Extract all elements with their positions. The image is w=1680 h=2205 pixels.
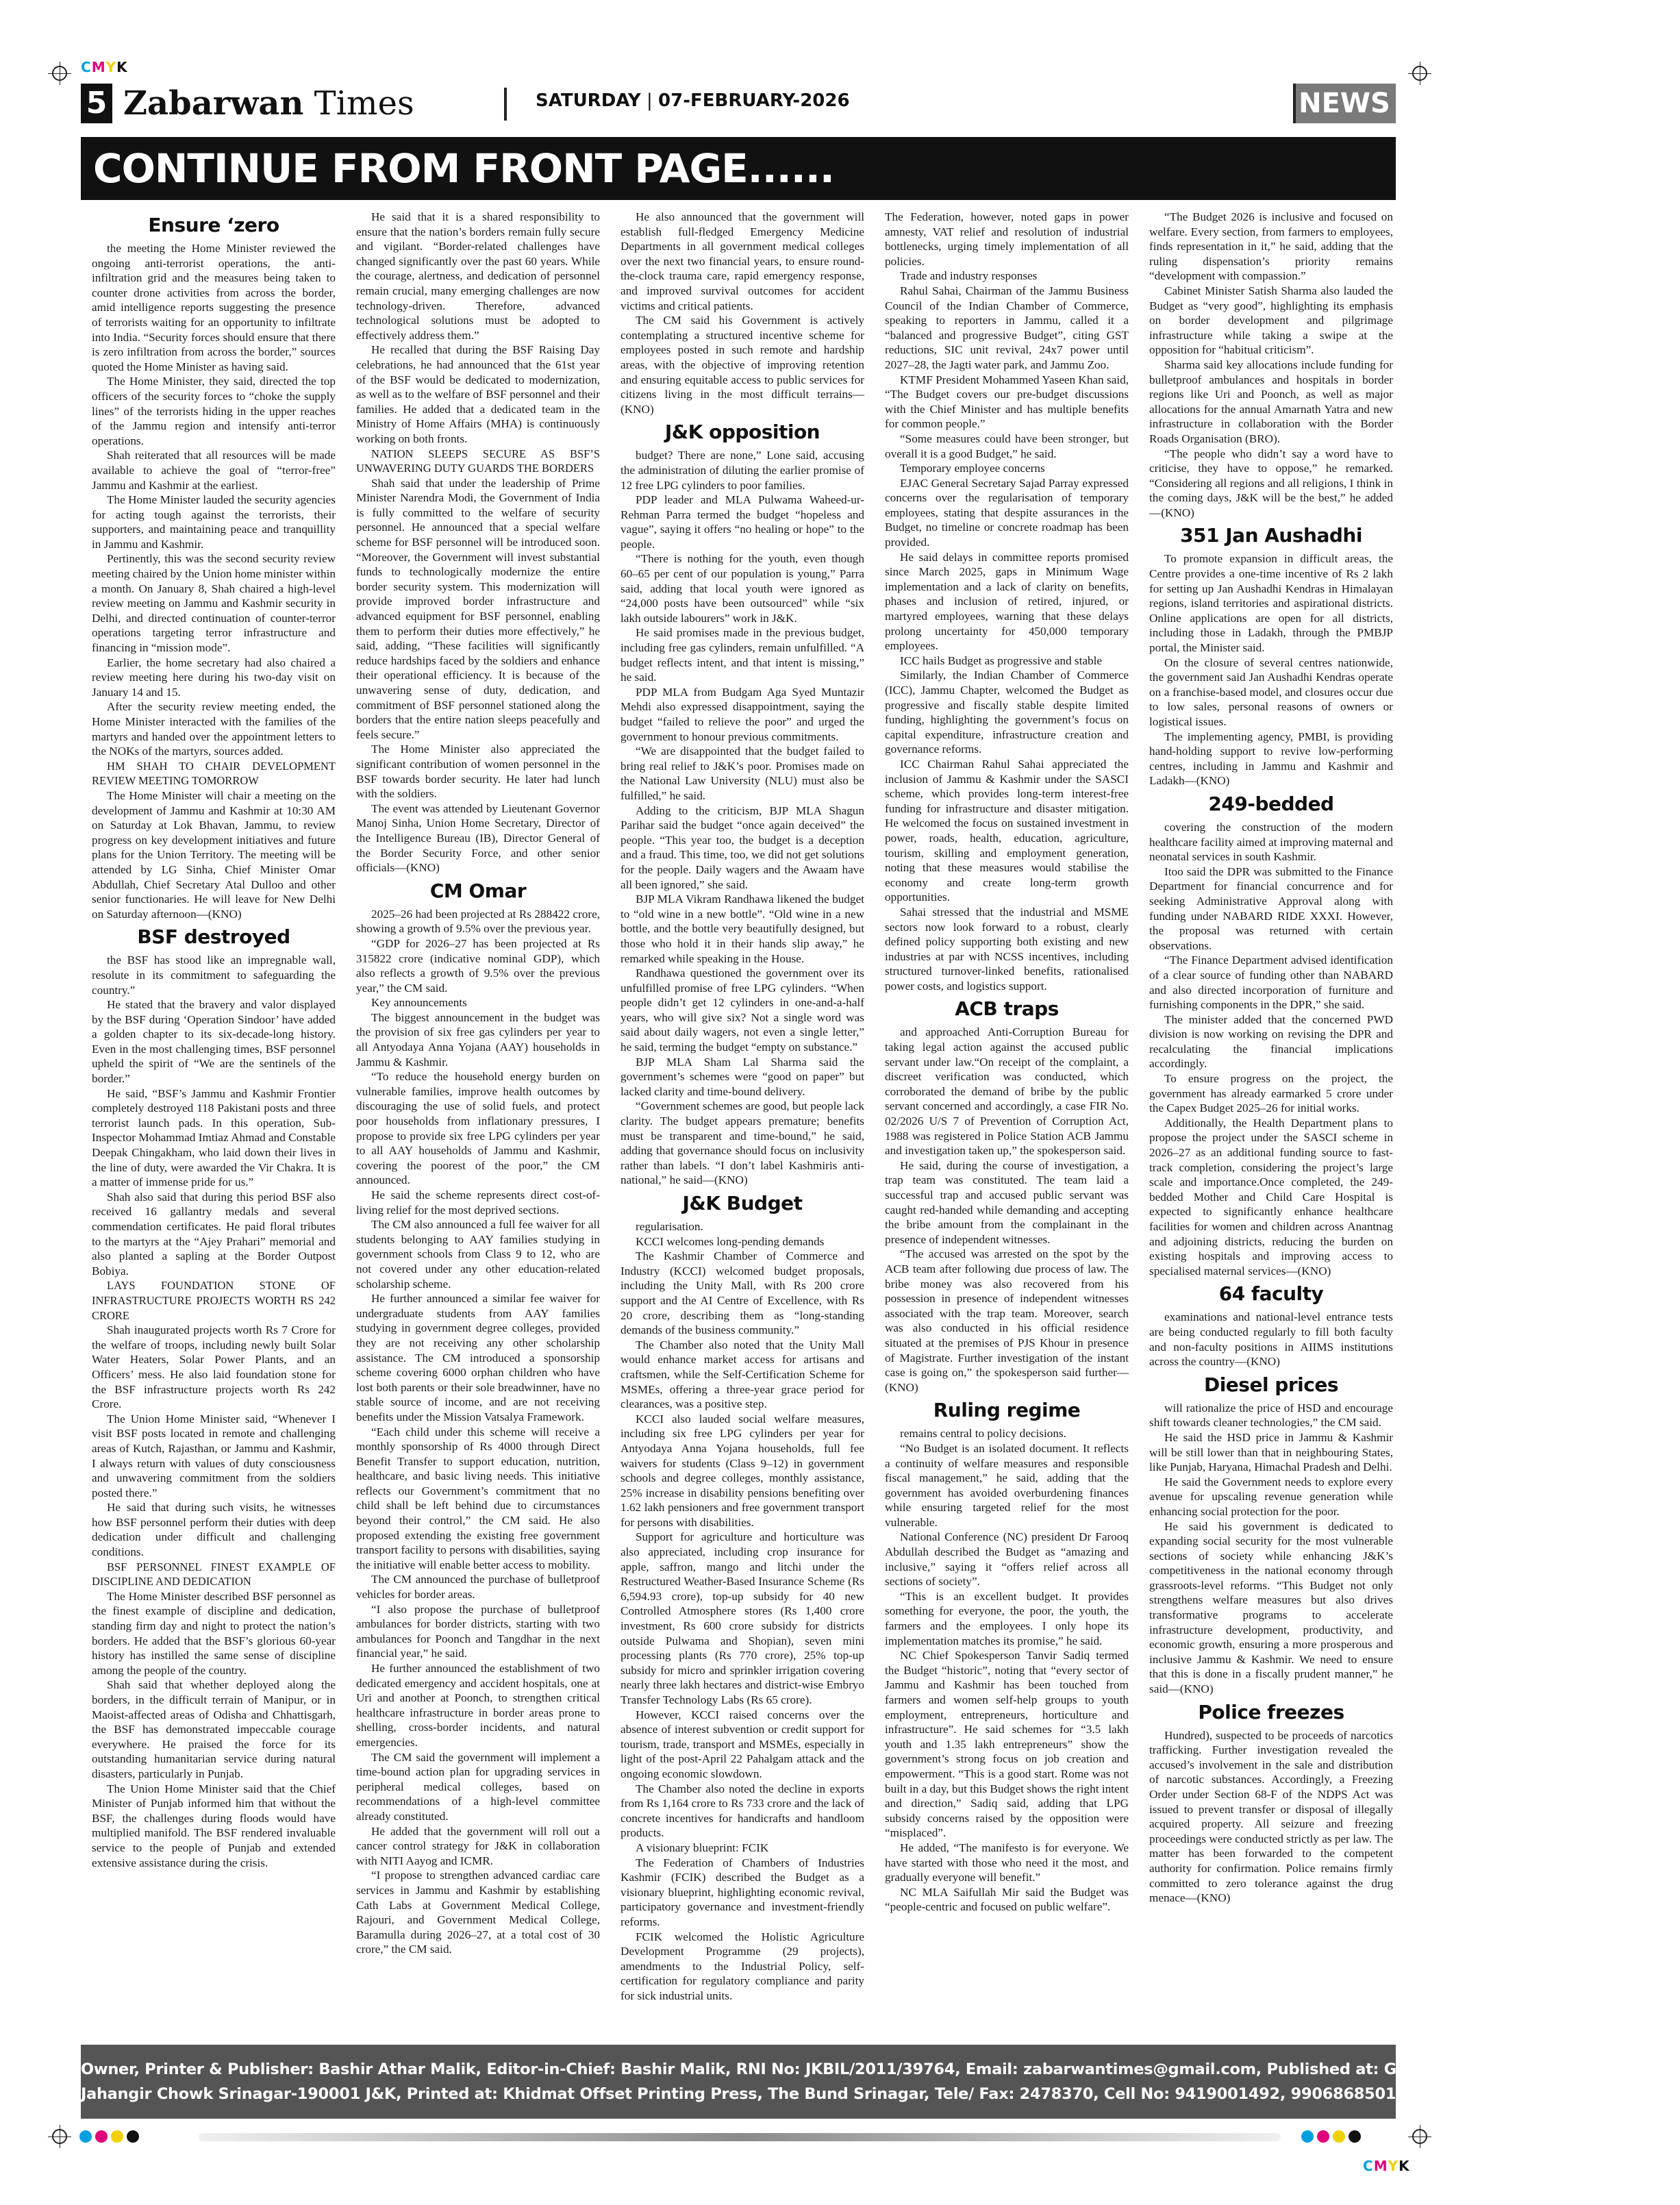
gray-scale-bar [199,2133,1281,2141]
subheading: BSF PERSONNEL FINEST EXAMPLE OF DISCIPLINE AND DEDICATION [92,1560,336,1589]
paragraph: “This is an excellent budget. It provides something for everyone, the poor, the youth, the farmers and the employees. I only hope its implementation matches its promise,” he said. [885,1589,1129,1647]
paragraph: Rahul Sahai, Chairman of the Jammu Business Council of the Indian Chamber of Commerce, speaking to reporters in Jammu, called it a “balanced and progressive Budget”, citing GST reductions, SIC unit revival, 24x7 power until 2027–28, the Jagti water park, and Jammu Zoo. [885,284,1129,371]
paragraph: Adding to the criticism, BJP MLA Shagun Parihar said the budget “once again deceived” the people. “This year too, the budget is a deception and a fraud. This time, too, we did not get solutions for the people. Daily wagers and the Awaam have all been ignored,” she said. [620,803,864,891]
paragraph: The Home Minister will chair a meeting on the development of Jammu and Kashmir at 10:30 AM on Saturday at Lok Bhavan, Jammu, to review progress on key development initiatives and future plans for the Union Territory. The meeting will be attended by LG Sinha, Chief Minister Omar Abdullah, Chief Secretary Atal Dulloo and other senior functionaries. He will leave for New Delhi on Saturday afternoon—(KNO) [92,788,336,921]
paragraph: He said that it is a shared responsibility to ensure that the nation’s borders remain fully secure and vigilant. “Border-related challenges have changed significantly over the past 60 years. While the courage, alertness, and dedication of personnel remain crucial, many emerging challenges are now technology-driven. Therefore, advanced technological solutions must be adopted to effectively address them.” [356,210,600,342]
paragraph: “The Finance Department advised identification of a clear source of funding other than NABARD and also directed incorporation of furniture and furnishing components in the DPR,” she said. [1149,954,1393,1012]
imprint-line-2: Jahangir Chowk Srinagar-190001 J&K, Printed at: Khidmat Offset Printing Press, The Bund Srinagar, Tele/ Fax: 2478370, Cell No: 9419001492, 9906868501 [81,2085,1396,2103]
paragraph: The Home Minister lauded the security agencies for acting tough against the terrorists, their supporters, and maintaining peace and tranquillity in Jammu and Kashmir. [92,493,336,551]
paragraph: Temporary employee concerns [900,462,1045,475]
column-1 [92,210,336,2004]
headline: Ruling regime [933,1399,1081,1422]
paragraph: “To reduce the household energy burden on vulnerable families, improve health outcomes by discouraging the use of solid fuels, and protect poor households from inflationary pressures, I propose to provide six free LPG cylinders per year to all AAY households of Jammu and Kashmir, covering the poorest of the poor,” the CM announced. [356,1070,600,1187]
paragraph: The Home Minister, they said, directed the top officers of the security forces to “choke the supply lines” of the terrorists hiding in the upper reaches of the Jammu region and intensify anti-terror operations. [92,375,336,447]
color-bar-right [1301,2130,1364,2146]
paragraph: will rationalize the price of HSD and encourage shift towards cleaner technologies,” the CM said. [1149,1401,1393,1430]
paragraph: Earlier, the home secretary had also chaired a review meeting here during his two-day visit on January 14 and 15. [92,656,336,699]
paragraph: He said that during such visits, he witnesses how BSF personnel perform their duties with deep dedication under difficult and challenging conditions. [92,1501,336,1559]
paragraph: EJAC General Secretary Sajad Parray expressed concerns over the regularisation of temporary employees, stating that despite assurances in the Budget, no timeline or concrete roadmap has been provided. [885,476,1129,549]
paragraph: The Home Minister described BSF personnel as the finest example of discipline and dedication, standing firm day and night to protect the nation’s borders. He added that the BSF’s glorious 60-year history has instilled the same sense of discipline among the people of the country. [92,1589,336,1677]
paragraph: He stated that the bravery and valor displayed by the BSF during ‘Operation Sindoor’ have added a golden chapter to its six-decade-long history. Even in the most challenging times, BSF personnel upheld the spirit of “We are the sentinels of the border.” [92,998,336,1086]
paragraph: KCCI also lauded social welfare measures, including six free LPG cylinders per year for Antyodaya Anna Yojana households, full fee waivers for students (Class 9–12) in government schools and degree colleges, monthly assistance, 25% increase in disability pensions benefiting over 1.62 lakh pensioners and free government transport for persons with disabilities. [620,1412,864,1529]
paragraph: He also announced that the government will establish full-fledged Emergency Medicine Departments in all government medical colleges over the next two financial years, to ensure round-the-clock trauma care, rapid emergency response, and improved survival outcomes for accident victims and critical patients. [620,210,864,312]
paragraph: KCCI welcomes long-pending demands [636,1234,825,1248]
paragraph: The Union Home Minister said, “Whenever I visit BSF posts located in remote and challenging areas of Kutch, Rajasthan, or Jammu and Kashmir, I always return with values of duty consciousness and unwavering commitment from the soldiers posted there.” [92,1412,336,1499]
paragraph: He said his government is dedicated to expanding social security for the most vulnerable sections of society while enhancing J&K’s competitiveness in the national economy through grassroots-level reforms. “This Budget not only strengthens welfare measures but also drives transformative programs to accelerate infrastructure development, productivity, and economic growth, ensuring a more prosperous and inclusive Jammu & Kashmir. We need to ensure that this is done in a fiscally prudent manner,” he said—(KNO) [1149,1519,1393,1696]
paragraph: budget? There are none,” Lone said, accusing the administration of diluting the earlier promise of 12 free LPG cylinders to poor families. [620,449,864,492]
registration-mark-top-left [52,66,67,81]
headline: J&K Budget [682,1192,803,1214]
page-banner: CONTINUE FROM FRONT PAGE...... [81,137,1396,200]
paragraph: The event was attended by Lieutenant Governor Manoj Sinha, Union Home Secretary, Director of the Intelligence Bureau (IB), Director General of the Border Security Force, and other senior officials—(KNO) [356,801,600,875]
paragraph: Additionally, the Health Department plans to propose the project under the SASCI scheme in 2026–27 as an additional funding source to fast-track completion, considering the project’s large scale and importance.Once completed, the 249-bedded Mother and Child Care Hospital is expected to significantly enhance healthcare facilities for women and children across Anantnag and adjoining districts, reducing the burden on existing hospitals and improving access to specialised maternal services—(KNO) [1149,1116,1393,1278]
column-4 [885,210,1129,2004]
paragraph: The Federation of Chambers of Industries Kashmir (FCIK) described the Budget as a visionary blueprint, highlighting economic revival, participatory governance and investment-friendly reforms. [620,1856,864,1928]
paragraph: The Chamber also noted the decline in exports from Rs 1,164 crore to Rs 733 crore and the lack of concrete incentives for handicrafts and handloom products. [620,1782,864,1840]
paragraph: The Union Home Minister said that the Chief Minister of Punjab informed him that without the BSF, the challenges during floods would have multiplied manifold. The BSF rendered invaluable service to the people of Punjab and extended extensive assistance during the crisis. [92,1782,336,1869]
imprint-line-1: Owner, Printer & Publisher: Bashir Athar Malik, Editor-in-Chief: Bashir Malik, RNI No: JKBIL/2011/39764, Email: zabarwantimes@gmail.com, Published at: Govt. Quarters, B-6, Budshah Flats [81,2060,1680,2078]
paragraph: “GDP for 2026–27 has been projected at Rs 315822 crore (indicative nominal GDP), which also reflects a growth of 9.5% over the previous year,” the CM said. [356,936,600,995]
paragraph: “We are disappointed that the budget failed to bring real relief to J&K’s poor. Promises made on the National Law University (NLU) must also be fulfilled,” he said. [620,745,864,802]
paragraph: 2025–26 had been projected at Rs 288422 crore, showing a growth of 9.5% over the previous year. [356,907,600,936]
paragraph: PDP MLA from Budgam Aga Syed Muntazir Mehdi also expressed disappointment, saying the budget “failed to relieve the poor” and urged the government to honour previous commitments. [620,685,864,743]
paragraph: NC MLA Saifullah Mir said the Budget was “people-centric and focused on public welfare”. [885,1885,1129,1914]
paragraph: “Some measures could have been stronger, but overall it is a good Budget,” he said. [885,432,1129,460]
paragraph: He further announced a similar fee waiver for undergraduate students from AAY families studying in government degree colleges, provided they are not receiving any other scholarship assistance. The CM introduced a sponsorship scheme covering 6000 orphan children who have lost both parents or their sole breadwinner, have no stable source of income, and are not receiving benefits under the Mission Vatsalya Framework. [356,1292,600,1423]
paragraph: To promote expansion in difficult areas, the Centre provides a one-time incentive of Rs 2 lakh for setting up Jan Aushadhi Kendras in Himalayan regions, island territories and aspirational districts. Online applications are open for all districts, including those in Ladakh, through the PMBJP portal, the Minister said. [1149,552,1393,655]
dateline: SATURDAY | 07-FEBRUARY-2026 [536,90,850,111]
masthead: Zabarwan Times [123,84,414,123]
paragraph: Hundred), suspected to be proceeds of narcotics trafficking. Further investigation revealed the accused’s involvement in the sale and distribution of narcotic substances. Accordingly, a Freezing Order under Section 68-F of the NDPS Act was issued to prevent transfer or disposal of illegally acquired property. All seizure and freezing proceedings were conducted strictly as per law. The matter has been forwarded to the competent authority for confirmation. Police remains firmly committed to zero tolerance against the drug menace—(KNO) [1149,1728,1393,1905]
paragraph: FCIK welcomed the Holistic Agriculture Development Programme (29 projects), amendments to the Industrial Policy, self-certification for regulatory compliance and parity for sick industrial units. [620,1930,864,2002]
paragraph: Similarly, the Indian Chamber of Commerce (ICC), Jammu Chapter, welcomed the Budget as progressive and fiscally stable despite limited funding, highlighting the government’s focus on capital expenditure, infrastructure creation and governance reforms. [885,669,1129,756]
paragraph: The implementing agency, PMBI, is providing hand-holding support to revive low-performing centres, including in Jammu and Kashmir and Ladakh—(KNO) [1149,730,1393,788]
headline: 64 faculty [1218,1282,1324,1306]
paragraph: To ensure progress on the project, the government has already earmarked 5 crore under the Capex Budget 2025–26 for initial works. [1149,1072,1393,1115]
paragraph: He added, “The manifesto is for everyone. We have started with those who need it the most, and gradually everyone will benefit.” [885,1841,1129,1884]
paragraph: Key announcements [371,996,467,1010]
headline: BSF destroyed [137,925,290,949]
section-tag: NEWS [1293,84,1396,123]
page-header [81,81,1396,125]
paragraph: He said the HSD price in Jammu & Kashmir will be still lower than that in neighbouring States, like Punjab, Haryana, Himachal Pradesh and Delhi. [1149,1430,1393,1474]
imprint-footer [81,2045,1680,2119]
paragraph: The Federation, however, noted gaps in power amnesty, VAT relief and resolution of industrial bottlenecks, urging timely implementation of all policies. [885,210,1129,268]
day: SATURDAY [536,90,641,111]
paragraph: “The accused was arrested on the spot by the ACB team after following due process of law. The bribe money was also recovered from his possession in presence of independent witnesses associated with the trap team. Moreover, search was also conducted in his official residence situated at the premises of PJS Khour in presence of Magistrate. Further investigation of the instant case is going on,” the spokesperson said further—(KNO) [885,1247,1129,1394]
masthead-divider [504,88,507,121]
paragraph: He said the Government needs to explore every avenue for upscaling revenue generation while enhancing social protection for the poor. [1149,1475,1393,1518]
column-2 [356,210,600,2004]
date: 07-FEBRUARY-2026 [658,90,850,111]
paragraph: PDP leader and MLA Pulwama Waheed-ur-Rehman Parra termed the budget “hopeless and vague”, saying it offers “no healing or hope” to the people. [620,493,864,551]
paragraph: The CM also announced a full fee waiver for all students belonging to AAY families studying in government schools from Class 9 to 12, who are not covered under any other education-related scholarship scheme. [356,1218,600,1291]
paragraph: examinations and national-level entrance tests are being conducted regularly to fill both faculty and non-faculty positions in AIIMS institutions across the country—(KNO) [1149,1310,1393,1369]
paragraph: remains central to policy decisions. [900,1427,1066,1441]
paragraph: “I propose to strengthen advanced cardiac care services in Jammu and Kashmir by establishing Cath Labs at Government Medical College, Rajouri, and Government Medical College, Baramulla during 2026–27, at a total cost of 30 crore,” the CM said. [356,1869,600,1956]
registration-mark-top-right [1412,66,1427,81]
paragraph: covering the construction of the modern healthcare facility aimed at improving maternal and neonatal services in south Kashmir. [1149,820,1394,864]
paragraph: He recalled that during the BSF Raising Day celebrations, he had announced that the 61st year of the BSF would be dedicated to modernization, as well as to the welfare of BSF personnel and their families. He added that a dedicated team in the Ministry of Home Affairs (MHA) is continuously working on both fronts. [356,343,600,445]
paragraph: He said, during the course of investigation, a trap team was constituted. The team laid a successful trap and accused public servant was caught red-handed while demanding and accepting the bribe amount from the complainant in the presence of independent witnesses. [885,1158,1129,1246]
paragraph: “There is nothing for the youth, even though 60–65 per cent of our population is young,” Parra said, adding that local youth were ignored as “24,000 posts have been outsourced” while “six lakh outside labourers” work in J&K. [620,552,864,625]
paragraph: On the closure of several centres nationwide, the government said Jan Aushadhi Kendras operate on a franchise-based model, and closures occur due to low sales, personal reasons of owners or logistical issues. [1149,656,1393,728]
headline: Police freezes [1198,1700,1344,1723]
paragraph: The CM announced the purchase of bulletproof vehicles for border areas. [356,1573,600,1602]
article-columns [92,210,1397,2004]
paragraph: BJP MLA Sham Lal Sharma said the government’s schemes were “good on paper” but lacked clarity and time-bound delivery. [620,1055,864,1098]
headline: Ensure ‘zero [148,214,279,236]
paragraph: “No Budget is an isolated document. It reflects a continuity of welfare measures and responsible fiscal management,” he said, adding that the government has avoided overburdening finances while ensuring targeted relief for the most vulnerable. [885,1441,1129,1529]
paragraph: BJP MLA Vikram Randhawa likened the budget to “old wine in a new bottle”. “Old wine in a new bottle, and the bottle very beautifully designed, but those who hold it in their hands slip away,” he remarked while speaking in the House. [620,893,864,965]
headline: CM Omar [429,879,527,902]
registration-mark-bottom-left [52,2129,67,2144]
paragraph: Trade and industry responses [900,269,1038,283]
headline: Diesel prices [1203,1373,1339,1396]
color-bar-left [79,2130,142,2146]
paragraph: Shah inaugurated projects worth Rs 7 Crore for the welfare of troops, including newly built Solar Water Heaters, Solar Power Plants, and an Officers’ mess. He also laid foundation stone for the BSF infrastructure projects worth Rs 242 Crore. [92,1323,336,1411]
paragraph: A visionary blueprint: FCIK [636,1841,769,1854]
paragraph: “Government schemes are good, but people lack clarity. The budget appears premature; benefits must be transparent and time-bound,” he said, adding that governance should focus on inclusivity rather than labels. “I don’t label Kashmiris anti-national,” he said—(KNO) [620,1099,864,1187]
paragraph: ICC Chairman Rahul Sahai appreciated the inclusion of Jammu & Kashmir under the SASCI scheme, which provides long-term interest-free funding for infrastructure and disaster mitigation. He welcomed the focus on sustained investment in power, roads, health, education, agriculture, tourism, skilling and employment generation, noting that these measures would stabilise the economy and create long-term growth opportunities. [885,757,1129,904]
paragraph: “The people who didn’t say a word have to criticise, they have to oppose,” he remarked. “Considering all regions and all religions, I think in the coming days, J&K will be the best,” he added—(KNO) [1149,447,1393,519]
paragraph: the BSF has stood like an impregnable wall, resolute in its commitment to safeguarding the country.” [92,954,336,997]
paragraph: “Each child under this scheme will receive a monthly sponsorship of Rs 4000 through Direct Benefit Transfer to support education, nutrition, healthcare, and basic living needs. This initiative reflects our Government’s commitment that no child shall be left behind due to circumstances beyond their control,” the CM said. He also proposed extending the existing free government transport facility to persons with disabilities, saying the initiative will enable better access to mobility. [356,1425,600,1571]
paragraph: Shah also said that during this period BSF also received 16 gallantry medals and several commendation certificates. He paid floral tributes to the martyrs at the “Ajey Prahari” memorial and also planted a sapling at the Border Outpost Bobiya. [92,1190,336,1278]
paragraph: The CM said his Government is actively contemplating a structured incentive scheme for employees posted in such remote and hardship areas, with the objective of improving retention and ensuring equitable access to public services for citizens living in the most difficult terrains—(KNO) [620,314,864,416]
paragraph: He said delays in committee reports promised since March 2025, gaps in Minimum Wage implementation and a lack of clarity on benefits, phases and inclusion of retired, injured, or martyred employees, warning that these delays prolong uncertainty for 450,000 temporary employees. [885,550,1129,653]
paragraph: The CM said the government will implement a time-bound action plan for upgrading services in peripheral medical colleges, based on recommendations of a high-level committee already constituted. [356,1750,600,1823]
paragraph: The minister added that the concerned PWD division is now working on revising the DPR and recalculating the financial implications accordingly. [1149,1012,1393,1071]
cmyk-mark-bottom: CMYK [1363,2158,1410,2174]
paragraph: He said promises made in the previous budget, including free gas cylinders, remain unfulfilled. “A budget reflects intent, and that intent is missing,” he said. [620,626,864,684]
paragraph: He added that the government will roll out a cancer control strategy for J&K in collaboration with NITI Aayog and ICMR. [356,1824,600,1867]
paragraph: The Home Minister also appreciated the significant contribution of women personnel in the BSF towards border security. He later had lunch with the soldiers. [356,743,600,801]
paragraph: He further announced the establishment of two dedicated emergency and accident hospitals, one at Uri and another at Poonch, to strengthen critical healthcare infrastructure in border areas prone to shelling, cross-border incidents, and natural emergencies. [356,1662,600,1749]
subheading: LAYS FOUNDATION STONE OF INFRASTRUCTURE PROJECTS WORTH RS 242 CRORE [92,1279,336,1322]
paragraph: Pertinently, this was the second security review meeting chaired by the Union home minister within a month. On January 8, Shah chaired a high-level review meeting on Jammu and Kashmir security in Delhi, and directed continuation of counter-terror operations targeting terror infrastructure and financing in “mission mode”. [92,552,336,655]
paragraph: Randhawa questioned the government over its unfulfilled promise of free LPG cylinders. “When people didn’t get 12 cylinders in one-and-a-half years, who will give six? Not a single word was said about daily wagers, not even a single letter,” he said, terming the budget “empty on substance.” [620,967,864,1054]
headline: ACB traps [955,997,1059,1021]
paragraph: ICC hails Budget as progressive and stable [900,653,1102,667]
cmyk-mark-top: CMYK [81,59,128,75]
paragraph: Sahai stressed that the industrial and MSME sectors now look forward to a robust, clearly defined policy supporting both existing and new industries at par with NCSS incentives, including structured turnover-linked benefits, rationalised power costs, and logistics support. [885,905,1129,993]
registration-mark-bottom-right [1412,2129,1427,2144]
paragraph: He said, “BSF’s Jammu and Kashmir Frontier completely destroyed 118 Pakistani posts and three terrorist launch pads. In this operation, Sub-Inspector Mohammad Imtiaz Ahmad and Constable Deepak Chingakham, who laid down their lives in the line of duty, were awarded the Vir Chakra. It is a matter of immense pride for us.” [92,1086,336,1189]
paragraph: Shah said that whether deployed along the borders, in the difficult terrain of Manipur, or in Maoist-affected areas of Odisha and Chhattisgarh, the BSF has demonstrated impeccable courage everywhere. He praised the force for its outstanding humanitarian service during natural disasters, particularly in Punjab. [92,1678,336,1780]
paragraph: Shah said that under the leadership of Prime Minister Narendra Modi, the Government of India is fully committed to the welfare of security personnel. He announced that a special welfare scheme for BSF personnel will be introduced soon. “Moreover, the Government will invest substantial funds to technologically modernize the entire border security system. This modernization will provide improved border infrastructure and advanced equipment for BSF personnel, enabling them to perform their duties more effectively,” he said, adding, “These facilities will significantly reduce hardships faced by the soldiers and enhance their operational efficiency. It is because of the unwavering sense of duty, dedication, and commitment of BSF personnel stationed along the borders that the entire nation sleeps peacefully and feels secure.” [356,476,600,741]
section-divider [1293,84,1296,123]
subheading: NATION SLEEPS SECURE AS BSF’S UNWAVERING DUTY GUARDS THE BORDERS [356,447,600,475]
paragraph: The Kashmir Chamber of Commerce and Industry (KCCI) welcomed budget proposals, including the Unity Mall, with Rs 200 crore support and the AI Centre of Excellence, with Rs 20 crore, describing them as “long-standing demands of the business community.” [620,1249,864,1337]
paragraph: “The Budget 2026 is inclusive and focused on welfare. Every section, from farmers to employees, finds representation in it,” he said, adding that the ruling dispensation’s priority remains “development with compassion.” [1149,210,1393,283]
paragraph: Shah reiterated that all resources will be made available to achieve the goal of “terror-free” Jammu and Kashmir at the earliest. [92,449,336,492]
paragraph: The biggest announcement in the budget was the provision of six free gas cylinders per year to all Antyodaya Anna Yojana (AAY) households in Jammu & Kashmir. [356,1010,600,1069]
column-3 [620,210,864,2004]
paragraph: However, KCCI raised concerns over the absence of interest subvention or credit support for tourism, trade, transport and MSMEs, especially in light of the post-April 22 Pahalgam attack and the ongoing economic slowdown. [620,1708,864,1780]
paragraph: NC Chief Spokesperson Tanvir Sadiq termed the Budget “historic”, noting that “every sector of Jammu and Kashmir has been touched from farmers and women self-help groups to youth employment, entrepreneurs, horticulture and infrastructure”. He said schemes for “3.5 lakh youth and 1.35 lakh entrepreneurs” show the government’s strong focus on job creation and empowerment. “This is a good start. Rome was not built in a day, but this Budget shows the right intent and direction,” Sadiq said, adding that LPG subsidy concerns raised by the opposition were “misplaced”. [885,1649,1129,1840]
paragraph: Cabinet Minister Satish Sharma also lauded the Budget as “very good”, highlighting its emphasis on border development and pilgrimage infrastructure while taking a swipe at the opposition for “habitual criticism”. [1149,284,1393,357]
paragraph: regularisation. [636,1220,703,1233]
paragraph: Itoo said the DPR was submitted to the Finance Department for financial concurrence and for seeking Administrative Approval along with funding under NABARD RIDE XXXI. However, the proposal was returned with certain observations. [1149,864,1393,952]
column-5 [1149,210,1393,2004]
headline: J&K opposition [664,421,820,444]
paragraph: the meeting the Home Minister reviewed the ongoing anti-terrorist operations, the anti-infiltration grid and the measures being taken to counter drone activities from across the border, amid intelligence reports suggesting the presence of terrorists waiting for an opportunity to infiltrate into India. “Security forces should ensure that there is zero infiltration from across the border,” sources quoted the Home Minister as having said. [92,242,336,373]
paragraph: Support for agriculture and horticulture was also appreciated, including crop insurance for apple, saffron, mango and litchi under the Restructured Weather-Based Insurance Scheme (Rs 6,594.93 crore), top-up subsidy for 40 new Controlled Atmosphere stores (Rs 1,400 crore investment, Rs 600 crore subsidy for districts outside Pulwama and Shopian), seven mini processing plants (Rs 770 crore), 25% top-up subsidy for micro and sprinkler irrigation covering nearly three lakh hectares and district-wise Embryo Transfer Technology Labs (Rs 65 crore). [620,1530,864,1706]
paragraph: Sharma said key allocations include funding for bulletproof ambulances and hospitals in border regions like Uri and Poonch, as well as major allocations for the annual Amarnath Yatra and new infrastructure in collaboration with the Border Roads Organisation (BRO). [1149,358,1393,445]
paragraph: “I also propose the purchase of bulletproof ambulances for border districts, starting with two ambulances for Poonch and Tangdhar in the next financial year,” he said. [356,1602,600,1660]
subheading: HM SHAH TO CHAIR DEVELOPMENT REVIEW MEETING TOMORROW [92,759,336,788]
paragraph: He said the scheme represents direct cost-of-living relief for the most deprived sections. [356,1188,600,1217]
paragraph: and approached Anti-Corruption Bureau for taking legal action against the accused public servant under law.“On receipt of the complaint, a discreet verification was conducted, which corroborated the demand of bribe by the public servant concerned and accordingly, a case FIR No. 02/2026 U/S 7 of Prevention of Corruption Act, 1988 was registered in Police Station ACB Jammu and investigation taken up,” the spokesperson said. [885,1025,1129,1158]
headline: 249-bedded [1208,792,1334,815]
headline: 351 Jan Aushadhi [1180,524,1362,547]
page-number: 5 [81,84,112,123]
paragraph: After the security review meeting ended, the Home Minister interacted with the families of the martyrs and handed over the appointment letters to the NOKs of the martyrs, sources added. [92,700,336,758]
paragraph: The Chamber also noted that the Unity Mall would enhance market access for artisans and craftsmen, while the Self-Certification Scheme for MSMEs, offering a three-year grace period for clearances, was a positive step. [620,1338,864,1411]
paragraph: National Conference (NC) president Dr Farooq Abdullah described the Budget as “amazing and inclusive,” saying it “offers relief across all sections of society”. [885,1530,1129,1589]
paragraph: KTMF President Mohammed Yaseen Khan said, “The Budget covers our pre-budget discussions with the Chief Minister and has multiple benefits for common people.” [885,373,1129,431]
